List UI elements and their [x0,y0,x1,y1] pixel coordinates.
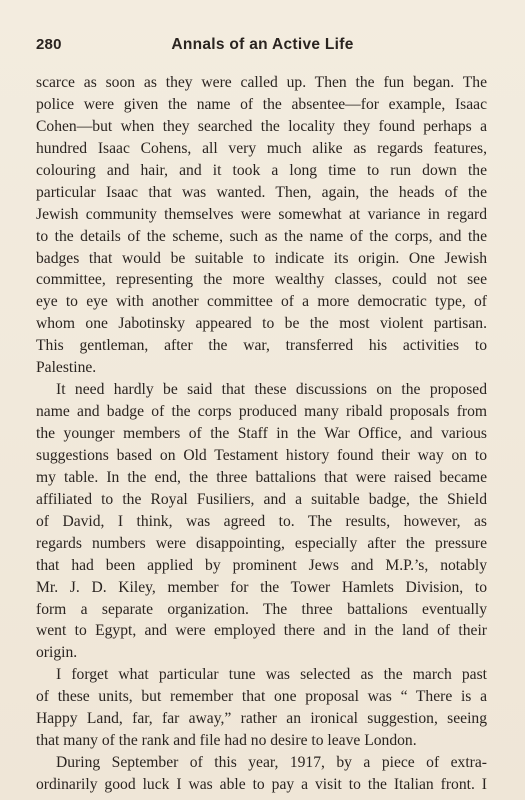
text-line: the younger members of the Staff in the War Office, and various [36,425,487,442]
text-line: Mr. J. D. Kiley, member for the Tower Hamlets Division, to [36,578,487,596]
text-line: suggestions based on Old Testament history found their way on to [36,446,487,464]
text-line: Jewish community themselves were somewhat at variance in regard [36,205,487,223]
text-line: that many of the rank and file had no desire to leave London. [36,732,417,750]
text-line: particular Isaac that was wanted. Then, again, the heads of the [36,183,487,201]
text-line: badges that would be suitable to indicate its origin. One Jewish [36,249,487,267]
text-line: of these units, but remember that one proposal was “ There is a [36,688,487,706]
text-line: I forget what particular tune was selected as the march past [56,666,487,684]
text-line: eye to eye with another committee of a more democratic type, of [36,293,487,311]
text-line: went to Egypt, and were employed there and in the land of their [36,622,487,640]
running-title: Annals of an Active Life [171,36,354,53]
page-number: 280 [36,36,62,53]
text-line: regards numbers were disappointing, especially after the pressure [36,534,487,552]
text-line: to the details of the scheme, such as the name of the corps, and the [36,227,487,245]
text-line: scarce as soon as they were called up. Then the fun began. The [36,74,487,91]
text-line: name and badge of the corps produced many ribald proposals from [36,403,487,421]
paragraph [36,72,487,379]
paragraph [36,752,487,796]
text-line: Cohen—but when they searched the locality they found perhaps a [36,117,487,135]
text-line: hundred Isaac Cohens, all very much alike as regards features, [36,139,487,157]
text-line: of David, I think, was agreed to. The results, however, as [36,512,487,530]
text-line: that had been applied by prominent Jews and M.P.’s, notably [36,556,487,574]
text-line: Happy Land, far, far away,” rather an ironical suggestion, seeing [36,710,487,728]
page-header [36,36,489,58]
text-line: ordinarily good luck I was able to pay a visit to the Italian front. I [36,776,487,793]
text-line: police were given the name of the absentee—for example, Isaac [36,95,487,113]
text-line: colouring and hair, and it took a long time to run down the [36,161,487,179]
text-line: committee, representing the more wealthy classes, could not see [36,271,487,289]
text-line: It need hardly be said that these discussions on the proposed [56,381,487,399]
text-line: whom one Jabotinsky appeared to be the most violent partisan. [36,315,487,333]
paragraph [36,664,487,752]
paragraph [36,379,487,664]
text-line: Palestine. [36,359,97,377]
body-text [36,72,487,796]
text-line: origin. [36,644,78,662]
text-line: my table. In the end, the three battalions that were raised became [36,468,487,486]
text-line: affiliated to the Royal Fusiliers, and a suitable badge, the Shield [36,490,487,508]
text-line: During September of this year, 1917, by a piece of extra- [56,754,487,772]
text-line: form a separate organization. The three battalions eventually [36,600,487,618]
text-line: This gentleman, after the war, transferred his activities to [36,337,487,355]
